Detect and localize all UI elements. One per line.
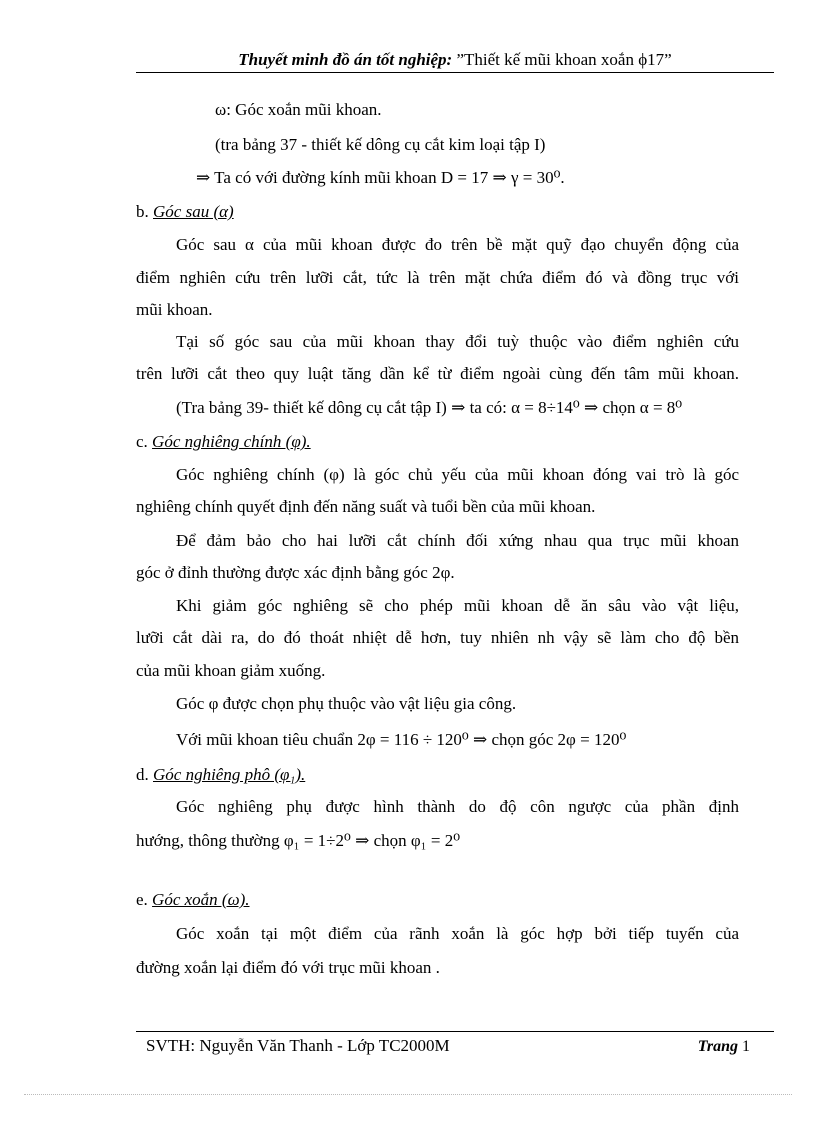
page-number xyxy=(698,1038,750,1056)
paragraph-line: Góc nghiêng chính (φ) là góc chủ yếu của mũi khoan đóng vai trò là góc xyxy=(176,465,739,484)
paragraph-line: Góc sau α của mũi khoan được đo trên bề mặt quỹ đạo chuyển động của xyxy=(176,235,739,254)
paragraph-line: Tại số góc sau của mũi khoan thay đổi tuỳ thuộc vào điểm nghiên cứu xyxy=(176,332,739,351)
section-prefix: d. xyxy=(136,765,153,784)
paragraph-line: mũi khoan. xyxy=(136,300,213,319)
paragraph-line: điểm nghiên cứu trên lưỡi cắt, tức là trên mặt chứa điểm đó và đồng trục với xyxy=(136,268,739,287)
page-header xyxy=(136,50,774,70)
paragraph-line: Để đảm bảo cho hai lưỡi cắt chính đối xứng nhau qua trục mũi khoan xyxy=(176,531,739,550)
paragraph-line: Góc φ được chọn phụ thuộc vào vật liệu gia công. xyxy=(176,694,517,713)
paragraph-line: (Tra bảng 39- thiết kế dông cụ cắt tập I) ⇒ ta có: α = 8÷14⁰ ⇒ chọn α = 8⁰ xyxy=(176,398,683,417)
section-title: Góc nghiêng phô (φ₁). xyxy=(153,765,306,784)
paragraph-line: Với mũi khoan tiêu chuẩn 2φ = 116 ÷ 120⁰ ⇒ chọn góc 2φ = 120⁰ xyxy=(176,730,627,749)
paragraph-line: Khi giảm góc nghiêng sẽ cho phép mũi khoan dễ ăn sâu vào vật liệu, xyxy=(176,596,739,615)
page-number-value: 1 xyxy=(742,1038,750,1055)
paragraph-line: nghiêng chính quyết định đến năng suất và tuổi bền của mũi khoan. xyxy=(136,497,596,516)
paragraph-line: Góc xoắn tại một điểm của rãnh xoắn là góc hợp bởi tiếp tuyến của xyxy=(176,924,739,943)
paragraph-line: hướng, thông thường φ₁ = 1÷2⁰ ⇒ chọn φ₁ = 2⁰ xyxy=(136,831,461,850)
page-edge-divider xyxy=(24,1094,792,1095)
page-label: Trang xyxy=(697,1038,738,1055)
paragraph-line: của mũi khoan giảm xuống. xyxy=(136,661,326,680)
paragraph-line: đường xoắn lại điểm đó với trục mũi khoan . xyxy=(136,958,440,977)
header-title-bold: Thuyết minh đồ án tốt nghiệp: xyxy=(238,50,453,69)
paragraph-line: Góc nghiêng phụ được hình thành do độ côn ngược của phần định xyxy=(176,797,739,816)
section-prefix: b. xyxy=(136,202,153,221)
section-title: Góc nghiêng chính (φ). xyxy=(152,432,311,451)
section-prefix: c. xyxy=(136,432,153,451)
body-line: ω: Góc xoắn mũi khoan. xyxy=(215,100,382,119)
section-title: Góc sau (α) xyxy=(153,202,234,221)
section-title: Góc xoắn (ω). xyxy=(152,890,250,909)
paragraph-line: trên lưỡi cắt theo quy luật tăng dần kể từ điểm ngoài cùng đến tâm mũi khoan. xyxy=(136,364,739,383)
section-heading-d xyxy=(136,765,739,785)
paragraph-line: lưỡi cắt dài ra, do đó thoát nhiệt dễ hơn, tuy nhiên nh vậy sẽ làm cho độ bền xyxy=(136,628,739,647)
body-line: (tra bảng 37 - thiết kế dông cụ cắt kim loại tập I) xyxy=(215,135,546,154)
section-prefix: e. xyxy=(136,890,153,909)
footer-author: SVTH: Nguyễn Văn Thanh - Lớp TC2000M xyxy=(146,1036,450,1055)
paragraph-line: góc ở đỉnh thường được xác định bằng góc 2φ. xyxy=(136,563,455,582)
body-line: ⇒ Ta có với đường kính mũi khoan D = 17 ⇒ γ = 30⁰. xyxy=(196,168,565,187)
section-heading-c xyxy=(136,432,739,452)
header-title-rest: ”Thiết kế mũi khoan xoắn ϕ17” xyxy=(452,50,672,69)
section-heading-b xyxy=(136,202,739,222)
header-rule xyxy=(136,72,774,73)
footer-rule xyxy=(136,1031,774,1032)
section-heading-e xyxy=(136,890,739,910)
